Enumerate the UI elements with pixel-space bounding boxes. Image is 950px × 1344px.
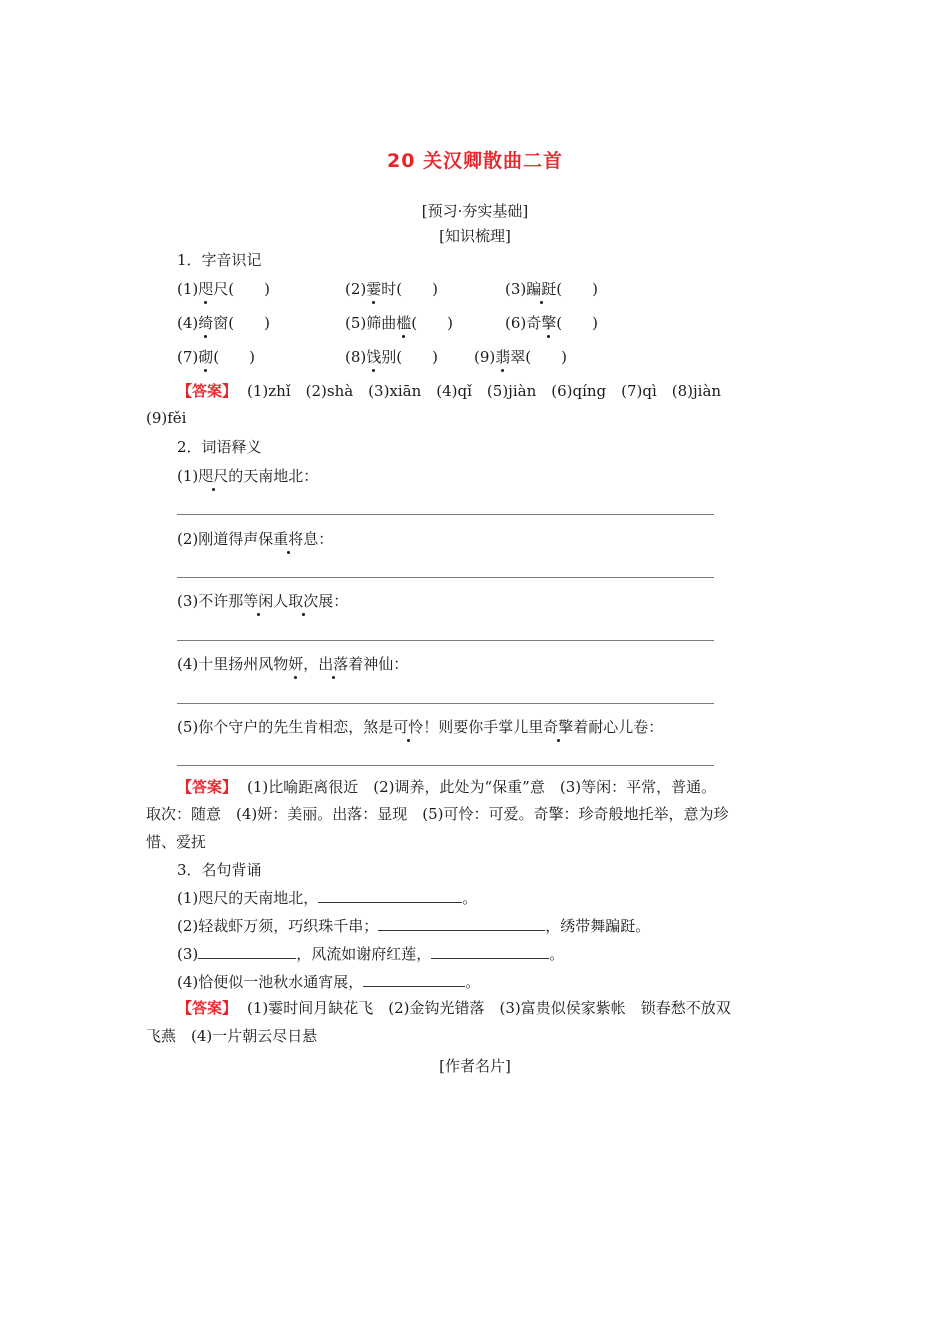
q1-answer-line-2: (9)fěi <box>146 409 187 427</box>
answer-tag: 【答案】 <box>177 382 238 400</box>
q3-heading: 3．名句背诵 <box>177 861 262 879</box>
q1-answer-line-1: 【答案】 (1)zhǐ (2)shà (3)xiān (4)qǐ (5)jiàn (6)qíng (7)qì (8)jiàn <box>177 382 722 400</box>
fill-blank <box>363 972 465 987</box>
q2-answer-line-3: 惜、爱抚 <box>146 833 207 851</box>
q1-item-3: (3)蹁跹( ) <box>505 280 598 298</box>
fill-blank <box>378 916 545 931</box>
answer-blank-line <box>177 577 714 578</box>
q3-item-2: (2)轻裁虾万须，巧织珠千串； ，绣带舞蹁跹。 <box>177 917 651 935</box>
q2-item-2: (2)刚道得声保重将息： <box>177 530 334 548</box>
q2-item-1: (1)咫尺的天南地北： <box>177 467 319 485</box>
answer-tag: 【答案】 <box>177 778 238 796</box>
answer-blank-line <box>177 640 714 641</box>
answer-blank-line <box>177 703 714 704</box>
q1-item-4: (4)绮窗( ) <box>177 314 270 332</box>
section-knowledge-heading: [知识梳理] <box>439 227 511 245</box>
q1-item-9: (9)翡翠( ) <box>474 348 567 366</box>
q3-item-4: (4)恰便似一池秋水通宵展， 。 <box>177 973 481 991</box>
answer-tag: 【答案】 <box>177 999 238 1017</box>
q2-item-5: (5)你个守户的先生肯相恋，煞是可怜！则要你手掌儿里奇擎着耐心儿卷： <box>177 718 664 736</box>
q1-item-8: (8)饯别( ) <box>345 348 438 366</box>
q2-heading: 2．词语释义 <box>177 438 262 456</box>
q3-answer-line-1: 【答案】 (1)霎时间月缺花飞 (2)金钩光错落 (3)富贵似侯家紫帐 锁春愁不放双 <box>177 999 731 1017</box>
fill-blank <box>198 944 296 959</box>
section-preview-heading: [预习·夯实基础] <box>421 202 529 220</box>
q2-answer-line-1: 【答案】 (1)比喻距离很近 (2)调养，此处为“保重”意 (3)等闲：平常，普通。 <box>177 778 717 796</box>
q2-item-4: (4)十里扬州风物妍，出落着神仙： <box>177 655 409 673</box>
q2-item-3: (3)不许那等闲人取次展： <box>177 592 349 610</box>
q3-item-3: (3) ，风流如谢府红莲， 。 <box>177 945 565 963</box>
q1-item-7: (7)砌( ) <box>177 348 255 366</box>
q3-item-1: (1)咫尺的天南地北， 。 <box>177 889 478 907</box>
q1-heading: 1．字音识记 <box>177 251 262 269</box>
q2-answer-line-2: 取次：随意 (4)妍：美丽。出落：显现 (5)可怜：可爱。奇擎：珍奇般地托举，意为珍 <box>146 805 729 823</box>
page-title: 20 关汉卿散曲二首 <box>386 150 564 172</box>
answer-blank-line <box>177 514 714 515</box>
q1-item-5: (5)筛曲槛( ) <box>345 314 453 332</box>
fill-blank <box>318 888 462 903</box>
q3-answer-line-2: 飞燕 (4)一片朝云尽日悬 <box>146 1027 318 1045</box>
q1-item-1: (1)咫尺( ) <box>177 280 270 298</box>
fill-blank <box>431 944 549 959</box>
section-author-heading: [作者名片] <box>439 1057 511 1075</box>
q1-item-6: (6)奇擎( ) <box>505 314 598 332</box>
answer-blank-line <box>177 765 714 766</box>
q1-item-2: (2)霎时( ) <box>345 280 438 298</box>
